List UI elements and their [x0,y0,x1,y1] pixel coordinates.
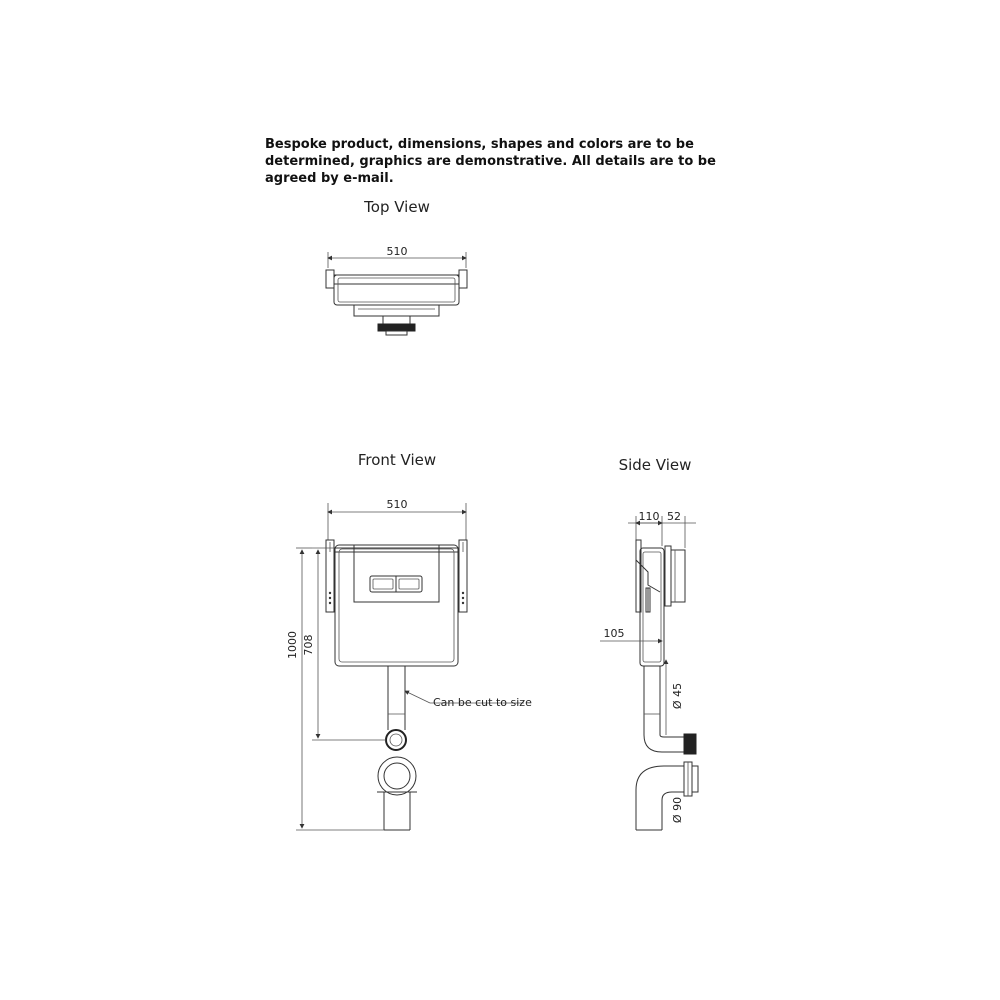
front-view-title: Front View [357,451,437,469]
disclaimer-line-1: Bespoke product, dimensions, shapes and colors are to be [265,137,694,152]
front-view-width-label: 510 [386,498,408,511]
side-depth-label: 110 [638,510,660,523]
front-view-downpipe [386,666,406,750]
front-view-pan-connector [377,757,417,830]
side-view-body [636,540,685,666]
top-view [326,198,467,335]
pipe-large-diameter-label: Ø 90 [671,796,684,824]
top-view-width-label: 510 [386,245,408,258]
disclaimer-line-3: agreed by e-mail. [265,171,394,186]
side-view-pan-connector [636,762,698,830]
top-view-title: Top View [364,198,430,216]
side-offset-label: 105 [603,627,625,640]
top-view-outline [326,270,467,335]
side-plate-label: 52 [667,510,681,523]
cut-to-size-label: Can be cut to size [433,696,532,709]
front-view-frame [326,540,467,666]
disclaimer-line-2: determined, graphics are demonstrative. All details are to be [265,154,716,169]
top-view-width-dimension [328,245,466,268]
side-view-downpipe [644,660,696,754]
front-view-cut-note [405,691,532,709]
side-view [600,456,698,830]
pipe-small-diameter-label: Ø 45 [671,682,684,710]
side-view-top-dimensions [628,510,696,548]
front-view-width-dimension [328,498,466,540]
total-height-label: 1000 [286,631,299,659]
front-view [286,451,532,830]
side-offset-dimension [600,627,662,641]
tank-height-label: 708 [302,634,315,656]
side-view-title: Side View [618,456,692,474]
front-view-height-dimensions [286,548,386,830]
